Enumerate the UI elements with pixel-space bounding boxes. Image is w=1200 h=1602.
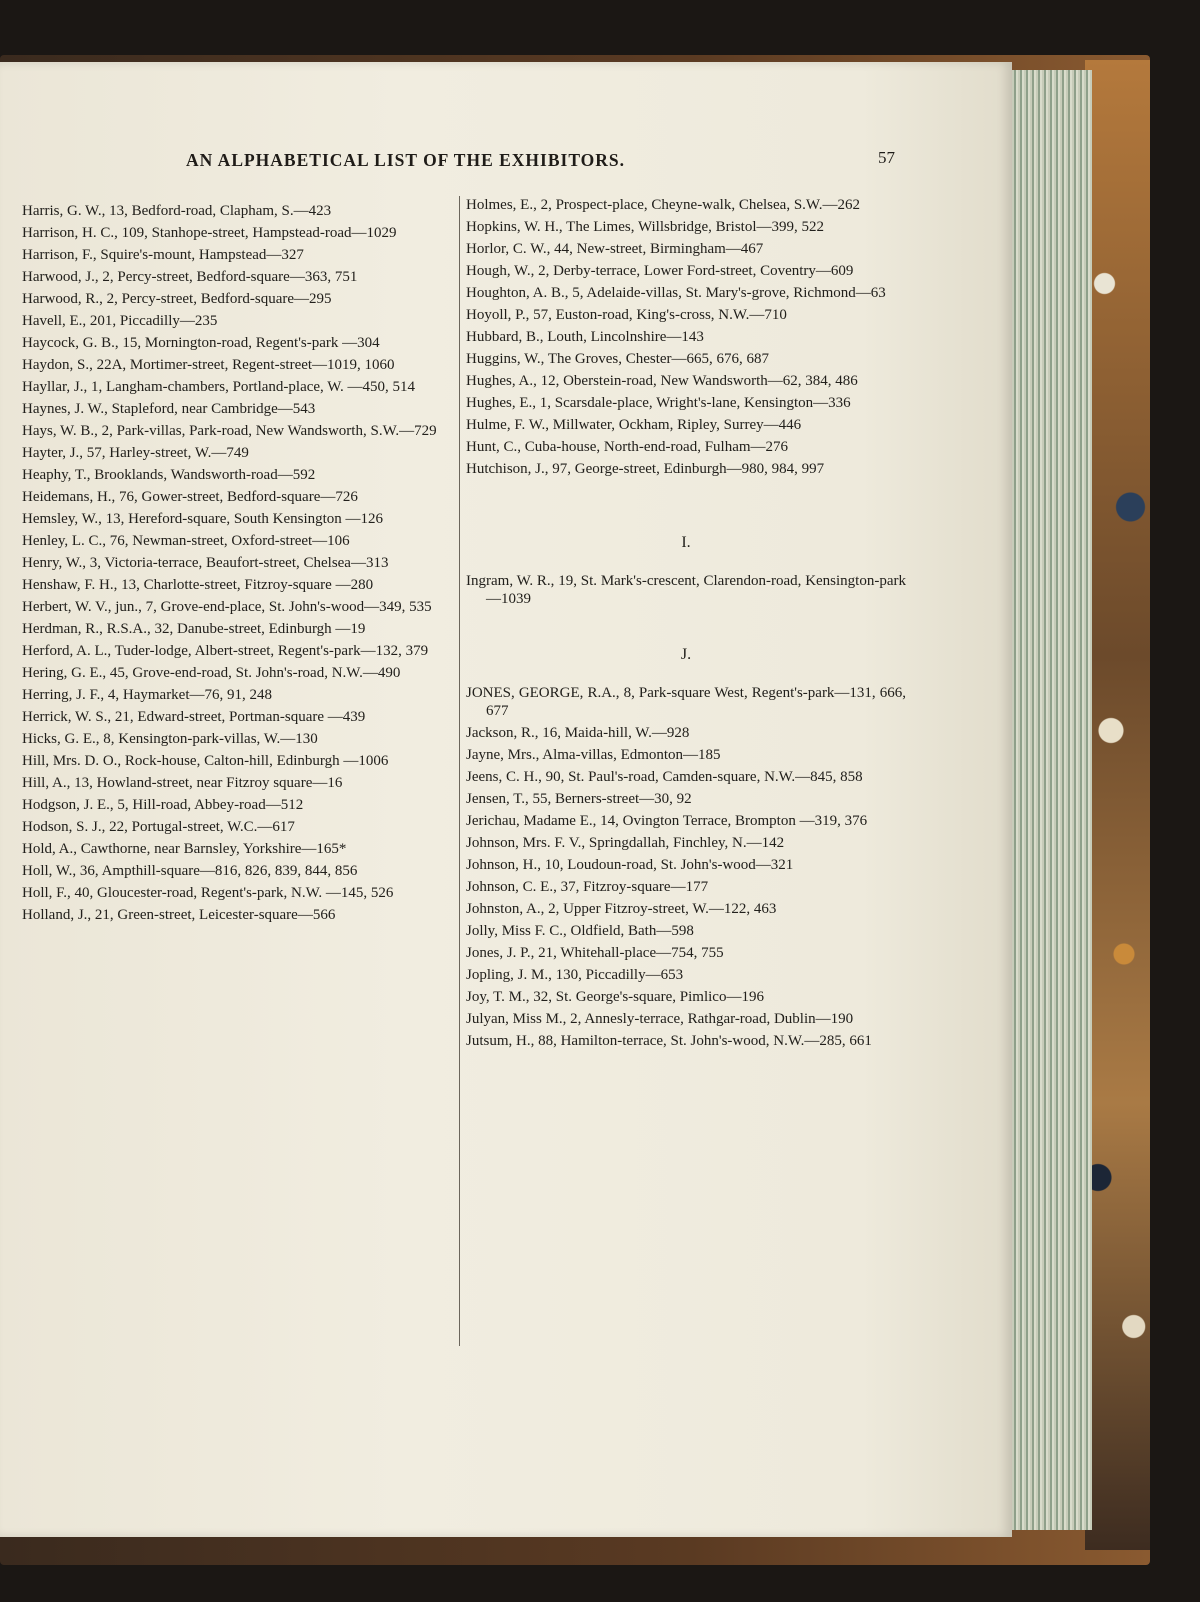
list-item: Hopkins, W. H., The Limes, Willsbridge, Bristol—399, 522 bbox=[466, 219, 825, 235]
list-item: Herring, J. F., 4, Haymarket—76, 91, 248 bbox=[22, 687, 273, 703]
list-item: Johnson, H., 10, Loudoun-road, St. John's-wood—321 bbox=[466, 857, 794, 873]
page-title: AN ALPHABETICAL LIST OF THE EXHIBITORS. bbox=[186, 150, 626, 170]
list-item: Hayter, J., 57, Harley-street, W.—749 bbox=[22, 445, 249, 461]
list-item: Henshaw, F. H., 13, Charlotte-street, Fitzroy-square —280 bbox=[22, 577, 374, 593]
list-item: Hoyoll, P., 57, Euston-road, King's-cross, N.W.—710 bbox=[466, 307, 787, 323]
list-item: Havell, E., 201, Piccadilly—235 bbox=[22, 313, 218, 329]
list-item: Hemsley, W., 13, Hereford-square, South Kensington —126 bbox=[22, 511, 384, 527]
list-item: Haydon, S., 22A, Mortimer-street, Regent-street—1019, 1060 bbox=[22, 357, 395, 373]
list-item: Harris, G. W., 13, Bedford-road, Clapham, S.—423 bbox=[22, 203, 332, 219]
list-item: Huggins, W., The Groves, Chester—665, 676, 687 bbox=[466, 351, 770, 367]
left-column bbox=[22, 202, 454, 928]
list-item: Holmes, E., 2, Prospect-place, Cheyne-walk, Chelsea, S.W.—262 bbox=[466, 197, 860, 213]
list-item: Houghton, A. B., 5, Adelaide-villas, St. Mary's-grove, Richmond—63 bbox=[466, 285, 886, 301]
list-item: Hunt, C., Cuba-house, North-end-road, Fulham—276 bbox=[466, 439, 789, 455]
list-item: JONES, GEORGE, R.A., 8, Park-square West, Regent's-park—131, 666, 677 bbox=[466, 685, 906, 719]
list-item: Hayllar, J., 1, Langham-chambers, Portland-place, W. —450, 514 bbox=[22, 379, 416, 395]
section-heading-i: I. bbox=[681, 534, 691, 551]
list-item: Harwood, R., 2, Percy-street, Bedford-square—295 bbox=[22, 291, 332, 307]
list-item: Jerichau, Madame E., 14, Ovington Terrace, Brompton —319, 376 bbox=[466, 813, 868, 829]
list-item: Julyan, Miss M., 2, Annesly-terrace, Rathgar-road, Dublin—190 bbox=[466, 1011, 854, 1027]
list-item: Holl, F., 40, Gloucester-road, Regent's-park, N.W. —145, 526 bbox=[22, 885, 394, 901]
list-item: Jackson, R., 16, Maida-hill, W.—928 bbox=[466, 725, 690, 741]
list-item: Hough, W., 2, Derby-terrace, Lower Ford-street, Coventry—609 bbox=[466, 263, 854, 279]
list-item: Horlor, C. W., 44, New-street, Birmingham—467 bbox=[466, 241, 764, 257]
page-number: 57 bbox=[878, 148, 895, 167]
list-item: Harrison, H. C., 109, Stanhope-street, Hampstead-road—1029 bbox=[22, 225, 397, 241]
list-item: Hold, A., Cawthorne, near Barnsley, Yorkshire—165* bbox=[22, 841, 347, 857]
list-item: Hicks, G. E., 8, Kensington-park-villas, W.—130 bbox=[22, 731, 318, 747]
list-item: Jones, J. P., 21, Whitehall-place—754, 755 bbox=[466, 945, 724, 961]
list-item: Haynes, J. W., Stapleford, near Cambridge—543 bbox=[22, 401, 316, 417]
list-item: Jeens, C. H., 90, St. Paul's-road, Camden-square, N.W.—845, 858 bbox=[466, 769, 863, 785]
list-item: Hodson, S. J., 22, Portugal-street, W.C.—617 bbox=[22, 819, 295, 835]
list-item: Hutchison, J., 97, George-street, Edinburgh—980, 984, 997 bbox=[466, 461, 825, 477]
list-item: Henry, W., 3, Victoria-terrace, Beaufort-street, Chelsea—313 bbox=[22, 555, 389, 571]
list-item: Jutsum, H., 88, Hamilton-terrace, St. John's-wood, N.W.—285, 661 bbox=[466, 1033, 872, 1049]
list-item: Ingram, W. R., 19, St. Mark's-crescent, Clarendon-road, Kensington-park—1039 bbox=[466, 573, 906, 607]
list-item: Hering, G. E., 45, Grove-end-road, St. John's-road, N.W.—490 bbox=[22, 665, 401, 681]
list-item: Jopling, J. M., 130, Piccadilly—653 bbox=[466, 967, 684, 983]
list-item: Henley, L. C., 76, Newman-street, Oxford-street—106 bbox=[22, 533, 350, 549]
list-item: Jensen, T., 55, Berners-street—30, 92 bbox=[466, 791, 692, 807]
list-item: Joy, T. M., 32, St. George's-square, Pimlico—196 bbox=[466, 989, 764, 1005]
list-item: Hays, W. B., 2, Park-villas, Park-road, New Wandsworth, S.W.—729 bbox=[22, 423, 437, 439]
list-item: Hughes, A., 12, Oberstein-road, New Wandsworth—62, 384, 486 bbox=[466, 373, 858, 389]
right-column bbox=[466, 196, 906, 1054]
list-item: Haycock, G. B., 15, Mornington-road, Regent's-park —304 bbox=[22, 335, 380, 351]
list-item: Herbert, W. V., jun., 7, Grove-end-place, St. John's-wood—349, 535 bbox=[22, 599, 432, 615]
list-item: Herrick, W. S., 21, Edward-street, Portman-square —439 bbox=[22, 709, 366, 725]
list-item: Hodgson, J. E., 5, Hill-road, Abbey-road—512 bbox=[22, 797, 304, 813]
list-item: Johnston, A., 2, Upper Fitzroy-street, W.—122, 463 bbox=[466, 901, 777, 917]
list-item: Johnson, C. E., 37, Fitzroy-square—177 bbox=[466, 879, 709, 895]
list-item: Hughes, E., 1, Scarsdale-place, Wright's-lane, Kensington—336 bbox=[466, 395, 851, 411]
list-item: Herdman, R., R.S.A., 32, Danube-street, Edinburgh —19 bbox=[22, 621, 366, 637]
list-item: Heidemans, H., 76, Gower-street, Bedford-square—726 bbox=[22, 489, 358, 505]
page-stack-edge bbox=[1010, 70, 1092, 1530]
list-item: Johnson, Mrs. F. V., Springdallah, Finchley, N.—142 bbox=[466, 835, 785, 851]
list-item: Hill, A., 13, Howland-street, near Fitzroy square—16 bbox=[22, 775, 343, 791]
list-item: Harrison, F., Squire's-mount, Hampstead—327 bbox=[22, 247, 304, 263]
list-item: Holland, J., 21, Green-street, Leicester-square—566 bbox=[22, 907, 336, 923]
list-item: Heaphy, T., Brooklands, Wandsworth-road—592 bbox=[22, 467, 316, 483]
column-divider bbox=[459, 196, 460, 1346]
section-heading-j: J. bbox=[680, 646, 692, 663]
list-item: Hubbard, B., Louth, Lincolnshire—143 bbox=[466, 329, 704, 345]
list-item: Herford, A. L., Tuder-lodge, Albert-street, Regent's-park—132, 379 bbox=[22, 643, 429, 659]
list-item: Holl, W., 36, Ampthill-square—816, 826, 839, 844, 856 bbox=[22, 863, 358, 879]
list-item: Hulme, F. W., Millwater, Ockham, Ripley, Surrey—446 bbox=[466, 417, 802, 433]
list-item: Jayne, Mrs., Alma-villas, Edmonton—185 bbox=[466, 747, 721, 763]
list-item: Hill, Mrs. D. O., Rock-house, Calton-hill, Edinburgh —1006 bbox=[22, 753, 389, 769]
list-item: Jolly, Miss F. C., Oldfield, Bath—598 bbox=[466, 923, 694, 939]
marbled-edge bbox=[1085, 60, 1150, 1550]
list-item: Harwood, J., 2, Percy-street, Bedford-square—363, 751 bbox=[22, 269, 358, 285]
